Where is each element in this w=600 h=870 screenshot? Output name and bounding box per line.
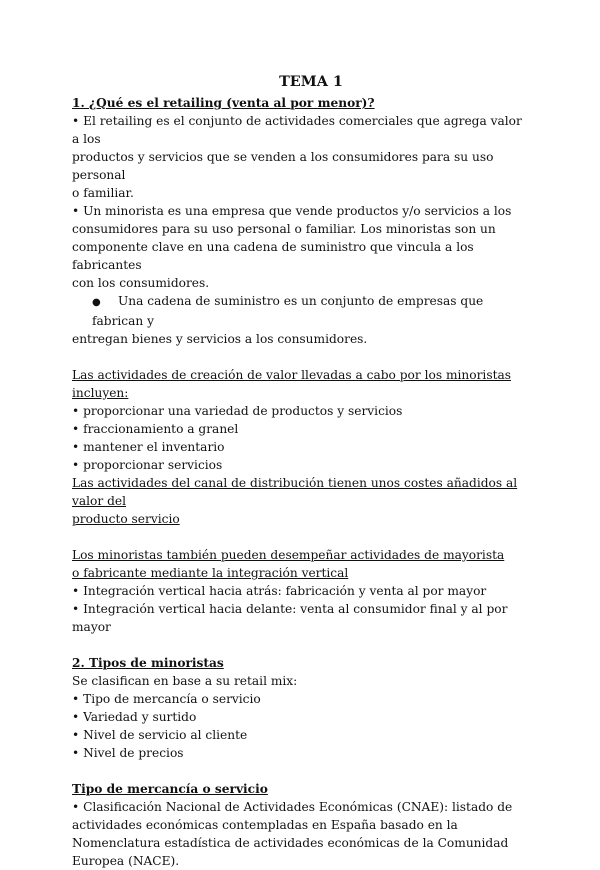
paragraph-line: Se clasifican en base a su retail mix: <box>72 674 298 688</box>
list-item: • Nivel de precios <box>72 746 184 760</box>
paragraph-line: Europea (NACE). <box>72 854 180 868</box>
paragraph-line: • Clasificación Nacional de Actividades Económicas (CNAE): listado de <box>72 800 513 814</box>
list-item: • Nivel de servicio al cliente <box>72 728 248 742</box>
paragraph-line: componente clave en una cadena de suministro que vincula a los fabricantes <box>72 240 474 272</box>
paragraph-line: • El retailing es el conjunto de actividades comerciales que agrega valor a los <box>72 114 522 146</box>
paragraph-line: productos y servicios que se venden a los consumidores para su uso personal <box>72 150 494 182</box>
paragraph-line: actividades económicas contempladas en España basado en la <box>72 818 458 832</box>
list-item: • proporcionar servicios <box>72 458 223 472</box>
vertical-list <box>72 582 530 636</box>
paragraph-line: consumidores para su uso personal o familiar. Los minoristas son un <box>72 222 496 236</box>
list-item: • Variedad y surtido <box>72 710 197 724</box>
paragraph-line: Nomenclatura estadística de actividades económicas de la Comunidad <box>72 836 509 850</box>
value-creation-heading: Las actividades de creación de valor llevadas a cabo por los minoristas <box>72 368 511 382</box>
value-creation-heading: incluyen: <box>72 386 129 400</box>
paragraph-line: Una cadena de suministro es un conjunto de empresas que fabrican y <box>92 294 484 328</box>
spacer <box>72 348 530 366</box>
retail-mix-list <box>72 690 530 762</box>
page-title: TEMA 1 <box>279 73 343 90</box>
paragraph-line: o familiar. <box>72 186 134 200</box>
paragraph-line: entregan bienes y servicios a los consumidores. <box>72 332 368 346</box>
spacer <box>72 636 530 654</box>
spacer <box>72 528 530 546</box>
spacer <box>72 762 530 780</box>
list-item: • proporcionar una variedad de productos y servicios <box>72 404 403 418</box>
list-item: • Integración vertical hacia atrás: fabricación y venta al por mayor <box>72 584 487 598</box>
paragraph-line: • Un minorista es una empresa que vende productos y/o servicios a los <box>72 204 512 218</box>
list-item: • Tipo de mercancía o servicio <box>72 692 261 706</box>
distribution-note: Las actividades del canal de distribución tienen unos costes añadidos al valor del <box>72 476 518 508</box>
paragraph-line: con los consumidores. <box>72 276 210 290</box>
list-item: • mantener el inventario <box>72 440 225 454</box>
value-creation-list <box>72 402 530 474</box>
distribution-note: producto servicio <box>72 512 180 526</box>
section1-heading: 1. ¿Qué es el retailing (venta al por menor)? <box>72 96 375 110</box>
list-item: • Integración vertical hacia delante: venta al consumidor final y al por mayor <box>72 602 508 634</box>
vertical-heading: o fabricante mediante la integración vertical <box>72 566 349 580</box>
vertical-heading: Los minoristas también pueden desempeñar actividades de mayorista <box>72 548 505 562</box>
list-item: • fraccionamiento a granel <box>72 422 239 436</box>
supply-chain-bullet <box>72 292 530 330</box>
bullet-icon: ● <box>92 297 101 308</box>
merchandise-heading: Tipo de mercancía o servicio <box>72 782 268 796</box>
section2-heading: 2. Tipos de minoristas <box>72 656 224 670</box>
